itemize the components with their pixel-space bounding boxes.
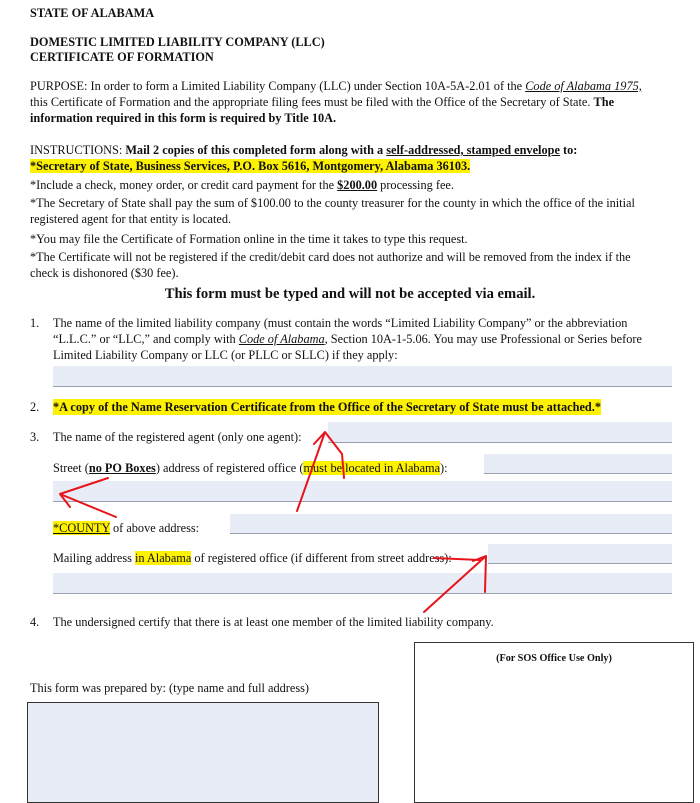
- mailing-address-field[interactable]: [488, 544, 672, 563]
- payment-instruction: *Include a check, money order, or credit card payment for the $200.00 processing fee.: [30, 178, 454, 192]
- mailing-address-underline-2: [53, 593, 672, 594]
- typed-only-notice: This form must be typed and will not be accepted via email.: [164, 286, 536, 302]
- street-address-label: Street (no PO Boxes) address of registered office (must be located in Alabama):: [53, 461, 448, 475]
- county-underline: [230, 533, 672, 534]
- dishonor-instruction: *The Certificate will not be registered if the credit/debit card does not authorize and will be removed from the index if the check is dishonored ($30 fee).: [30, 250, 631, 280]
- item-4-number: 4.: [30, 615, 40, 629]
- form-title-line2: CERTIFICATE OF FORMATION: [30, 50, 214, 64]
- state-heading: STATE OF ALABAMA: [30, 6, 155, 20]
- sos-office-use-label: (For SOS Office Use Only): [496, 653, 612, 664]
- mailing-address-label: Mailing address in Alabama of registered office (if different from street address):: [53, 551, 452, 565]
- code-of-alabama-ref: Code of Alabama 1975,: [525, 79, 642, 93]
- code-of-alabama-ref-2: Code of Alabama: [238, 332, 325, 346]
- online-instruction: *You may file the Certificate of Formation online in the time it takes to type this request.: [30, 232, 468, 246]
- form-title-line1: DOMESTIC LIMITED LIABILITY COMPANY (LLC): [30, 35, 325, 49]
- purpose-paragraph: PURPOSE: In order to form a Limited Liability Company (LLC) under Section 10A-5A-2.01 of the Code of Alabama 1975, this Certificate of Formation and the appropriate filing fees must be filed with the Office of the Secretary of State. The information required in this form is required by Title 10A.: [30, 79, 642, 125]
- sos-office-use-box: [414, 642, 694, 803]
- street-address-field-line2[interactable]: [53, 481, 672, 501]
- county-field[interactable]: [230, 514, 672, 533]
- fee-amount: $200.00: [337, 178, 378, 192]
- mailing-address-underline: [488, 563, 672, 564]
- registered-agent-underline: [328, 442, 672, 443]
- no-po-boxes-text: no PO Boxes: [88, 461, 156, 475]
- street-address-underline: [484, 473, 672, 474]
- llc-name-field[interactable]: [53, 366, 672, 386]
- registered-agent-label: The name of the registered agent (only one agent):: [53, 430, 302, 444]
- name-reservation-notice: *A copy of the Name Reservation Certificate from the Office of the Secretary of State must be attached.*: [53, 400, 601, 414]
- instructions-line: INSTRUCTIONS: Mail 2 copies of this completed form along with a self-addressed, stamped envelope to:: [30, 143, 578, 157]
- mailing-address-instruction: *Secretary of State, Business Services, P.O. Box 5616, Montgomery, Alabama 36103.: [30, 159, 471, 173]
- county-highlight: *COUNTY: [53, 521, 110, 535]
- street-address-field[interactable]: [484, 454, 672, 473]
- llc-name-underline: [53, 386, 672, 387]
- member-certification: The undersigned certify that there is at least one member of the limited liability company.: [53, 615, 494, 629]
- envelope-text: self-addressed, stamped envelope: [386, 143, 560, 157]
- item-1-number: 1.: [30, 316, 40, 330]
- county-fee-instruction: *The Secretary of State shall pay the sum of $100.00 to the county treasurer for the county in which the office of the initial registered agent for that entity is located.: [30, 196, 635, 226]
- item-1-text: The name of the limited liability company (must contain the words “Limited Liability Company” or the abbreviation “L.L.C.” or “LLC,” and comply with Code of Alabama, Section 10A-1-5.06. You may use Professional or Series before Limited Liability Company or LLC (or PLLC or SLLC) if they apply:: [53, 316, 642, 362]
- street-address-underline-2: [53, 501, 672, 502]
- item-2-number: 2.: [30, 400, 40, 414]
- county-label: *COUNTY of above address:: [53, 521, 200, 535]
- item-3-number: 3.: [30, 430, 40, 444]
- registered-agent-field[interactable]: [328, 422, 672, 442]
- mailing-address-field-line2[interactable]: [53, 573, 672, 593]
- prepared-by-label: This form was prepared by: (type name and full address): [30, 681, 309, 695]
- prepared-by-field[interactable]: [27, 702, 379, 803]
